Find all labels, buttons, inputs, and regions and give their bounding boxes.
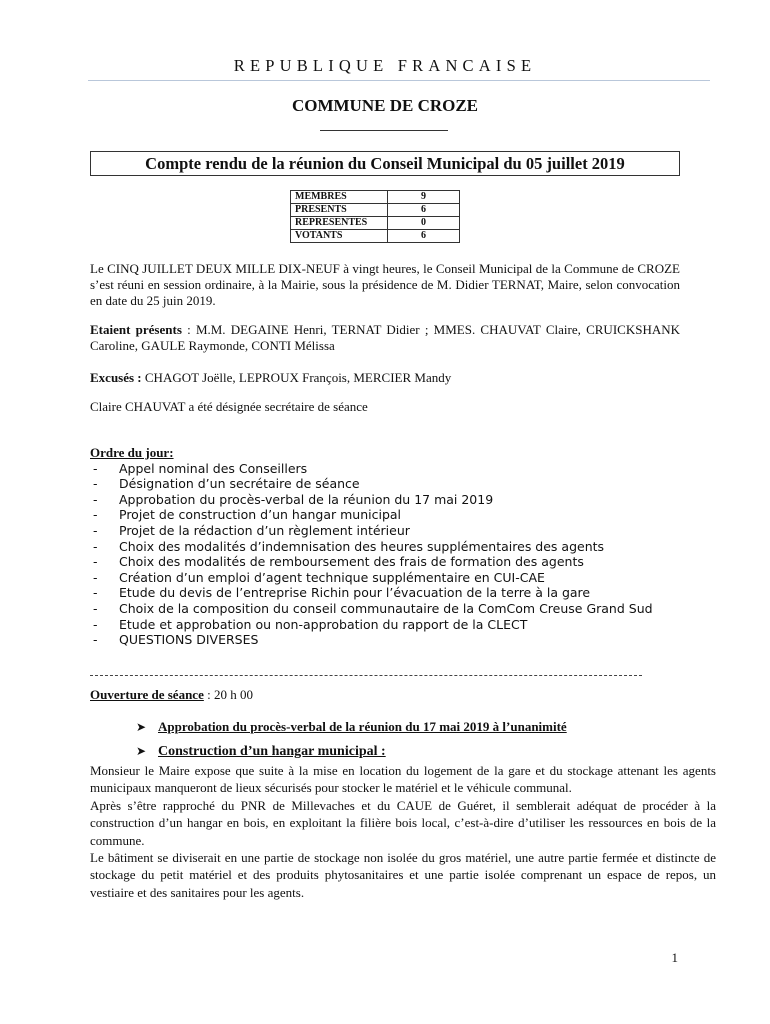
agenda-item-text: Choix de la composition du conseil communautaire de la ComCom Creuse Grand Sud [119,600,653,616]
agenda-item-text: Etude du devis de l’entreprise Richin pour l’évacuation de la terre à la gare [119,585,591,601]
agenda-item-text: Création d’un emploi d’agent technique supplémentaire en CUI-CAE [119,569,545,585]
representes-value: 0 [388,217,460,230]
excuses-label: Excusés : [90,370,142,385]
commune-underline [320,130,448,131]
agenda-item-text: Désignation d’un secrétaire de séance [119,476,360,492]
ouverture-label: Ouverture de séance [90,687,204,702]
members-value: 9 [388,191,460,204]
body-paragraph: Le bâtiment se diviserait en une partie de stockage non isolée du gros matériel, une autre partie fermée et distincte de stockage du petit matériel et des produits phytosanitaires et une partie isolée comprenant un espace de repos, un vestiaire et des sanitaires pour les agents. [90,850,716,900]
report-title: Compte rendu de la réunion du Conseil Municipal du 05 juillet 2019 [90,151,680,176]
ordre-du-jour-title: Ordre du jour: [90,445,174,460]
presents-paragraph [90,322,680,354]
presents-value: 6 [388,204,460,217]
members-label: MEMBRES [291,191,388,204]
section-divider [90,675,642,676]
table-row [291,204,460,217]
members-table [290,190,460,243]
republique-heading: REPUBLIQUE FRANCAISE [233,56,537,75]
excuses-paragraph [90,370,680,386]
agenda-item-text: Appel nominal des Conseillers [119,460,308,476]
agenda-list [90,461,710,648]
body-paragraph: Après s’être rapproché du PNR de Millevaches et du CAUE de Guéret, il semblerait adéquat de procéder à la construction d’un hangar en bois, en exploitant la filière bois local, c’est-à-dire d’utiliser les ressources en bois de la commune. [90,797,716,848]
secretaire-paragraph: Claire CHAUVAT a été désignée secrétaire de séance [90,399,368,414]
presents-label: PRESENTS [291,204,388,217]
body-paragraph: Monsieur le Maire expose que suite à la mise en location du logement de la gare et du stockage attenant les agents municipaux manqueront de lieux sécurisés pour stocker le matériel et le véhicule communal. [90,763,716,796]
agenda-item-text: Projet de la rédaction d’un règlement intérieur [119,522,410,538]
list-item: - Etude du devis de l’entreprise Richin pour l’évacuation de la terre à la gare [93,585,591,601]
list-item: - Choix de la composition du conseil communautaire de la ComCom Creuse Grand Sud [93,600,653,616]
approbation-heading [136,719,567,735]
commune-heading: COMMUNE DE CROZE [291,96,479,115]
list-item: - Choix des modalités d’indemnisation des heures supplémentaires des agents [93,538,605,554]
list-item: - Désignation d’un secrétaire de séance [93,476,360,492]
presents-text: : M.M. DEGAINE Henri, TERNAT Didier ; MMES. CHAUVAT Claire, CRUICKSHANK Caroline, GAULE Raymonde, CONTI Mélissa [90,322,680,353]
representes-label: REPRESENTES [291,217,388,230]
list-item: - Approbation du procès-verbal de la réunion du 17 mai 2019 [93,491,494,507]
table-row [291,191,460,204]
votants-label: VOTANTS [291,230,388,243]
intro-paragraph: Le CINQ JUILLET DEUX MILLE DIX-NEUF à vingt heures, le Conseil Municipal de la Commune de CROZE s’est réuni en session ordinaire, à la Mairie, sous la présidence de M. Didier TERNAT, Maire, selon convocation en date du 25 juin 2019. [90,261,680,308]
list-item: - QUESTIONS DIVERSES [93,632,259,648]
list-item: - Création d’un emploi d’agent technique supplémentaire en CUI-CAE [93,569,545,585]
construction-heading [136,744,386,760]
construction-text: Construction d’un hangar municipal : [158,744,386,759]
ouverture-seance [90,687,253,703]
list-item: - Appel nominal des Conseillers [93,460,308,476]
ordre-du-jour [90,445,710,648]
agenda-item-text: Choix des modalités d’indemnisation des heures supplémentaires des agents [119,538,605,554]
votants-value: 6 [388,230,460,243]
agenda-item-text: Choix des modalités de remboursement des frais de formation des agents [119,554,584,570]
table-row [291,230,460,243]
approbation-text: Approbation du procès-verbal de la réunion du 17 mai 2019 à l’unanimité [158,719,567,734]
agenda-item-text: Projet de construction d’un hangar municipal [119,507,402,523]
excuses-text: CHAGOT Joëlle, LEPROUX François, MERCIER Mandy [141,370,452,385]
agenda-item-text: QUESTIONS DIVERSES [119,632,259,648]
list-item: - Etude et approbation ou non-approbation du rapport de la CLECT [93,616,528,632]
agenda-item-text: Approbation du procès-verbal de la réunion du 17 mai 2019 [119,491,494,507]
page-number: 1 [671,950,678,965]
agenda-item-text: Etude et approbation ou non-approbation du rapport de la CLECT [119,616,528,632]
list-item: - Choix des modalités de remboursement des frais de formation des agents [93,554,584,570]
table-row [291,217,460,230]
arrow-bullet-icon: ➤ [136,720,147,734]
construction-body [90,762,716,901]
list-item: - Projet de la rédaction d’un règlement intérieur [93,522,410,538]
ouverture-time: : 20 h 00 [203,687,253,702]
header-divider [88,80,710,81]
list-item: - Projet de construction d’un hangar municipal [93,507,402,523]
arrow-bullet-icon: ➤ [136,744,147,758]
presents-label: Etaient présents [90,322,182,337]
